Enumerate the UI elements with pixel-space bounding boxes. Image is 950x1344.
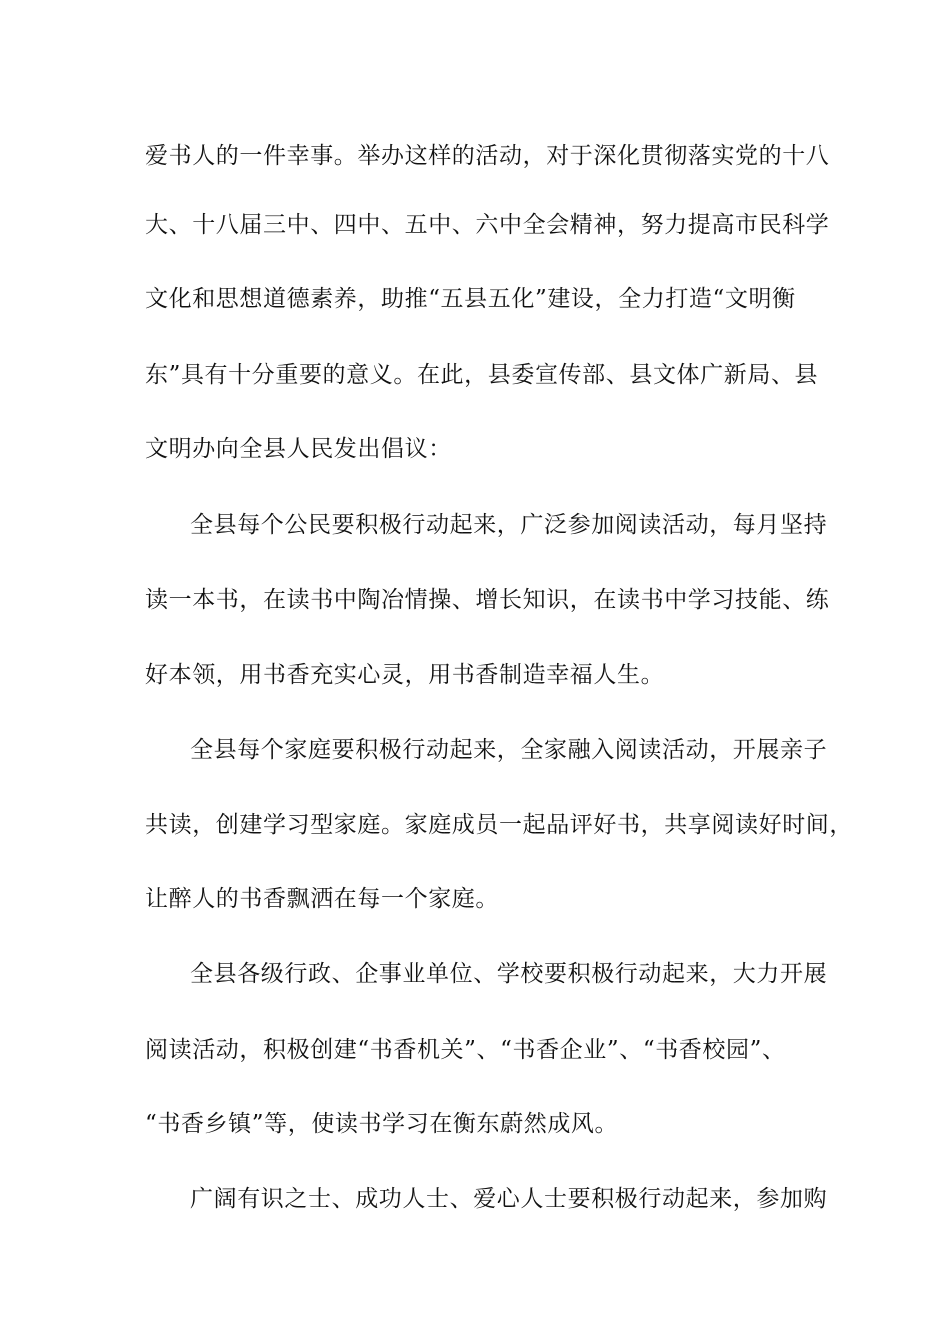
paragraph-first-line: 广阔有识之士、成功人士、爱心人士要积极行动起来，参加购	[190, 1186, 828, 1212]
text-line: 大、十八届三中、四中、五中、六中全会精神，努力提高市民科学	[145, 212, 830, 238]
text-line: 东”具有十分重要的意义。在此，县委宣传部、县文体广新局、县	[145, 362, 819, 388]
text-line: 共读，创建学习型家庭。家庭成员一起品评好书，共享阅读好时间，	[145, 812, 853, 838]
text-line: 阅读活动，积极创建“书香机关”、“书香企业”、“书香校园”、	[145, 1037, 786, 1063]
text-line: 文化和思想道德素养，助推“五县五化”建设，全力打造“文明衡	[145, 286, 796, 312]
text-line: “书香乡镇”等，使读书学习在衡东蔚然成风。	[145, 1111, 619, 1137]
text-line: 文明办向全县人民发出倡议：	[145, 436, 452, 462]
paragraph-first-line: 全县各级行政、企事业单位、学校要积极行动起来，大力开展	[190, 961, 828, 987]
text-line: 让醉人的书香飘洒在每一个家庭。	[145, 886, 499, 912]
paragraph-first-line: 全县每个公民要积极行动起来，广泛参加阅读活动，每月坚持	[190, 512, 828, 538]
text-line: 好本领，用书香充实心灵，用书香制造幸福人生。	[145, 662, 665, 688]
paragraph-first-line: 全县每个家庭要积极行动起来，全家融入阅读活动，开展亲子	[190, 737, 828, 763]
text-line: 爱书人的一件幸事。举办这样的活动，对于深化贯彻落实党的十八	[145, 143, 830, 169]
text-line: 读一本书，在读书中陶冶情操、增长知识，在读书中学习技能、练	[145, 587, 830, 613]
